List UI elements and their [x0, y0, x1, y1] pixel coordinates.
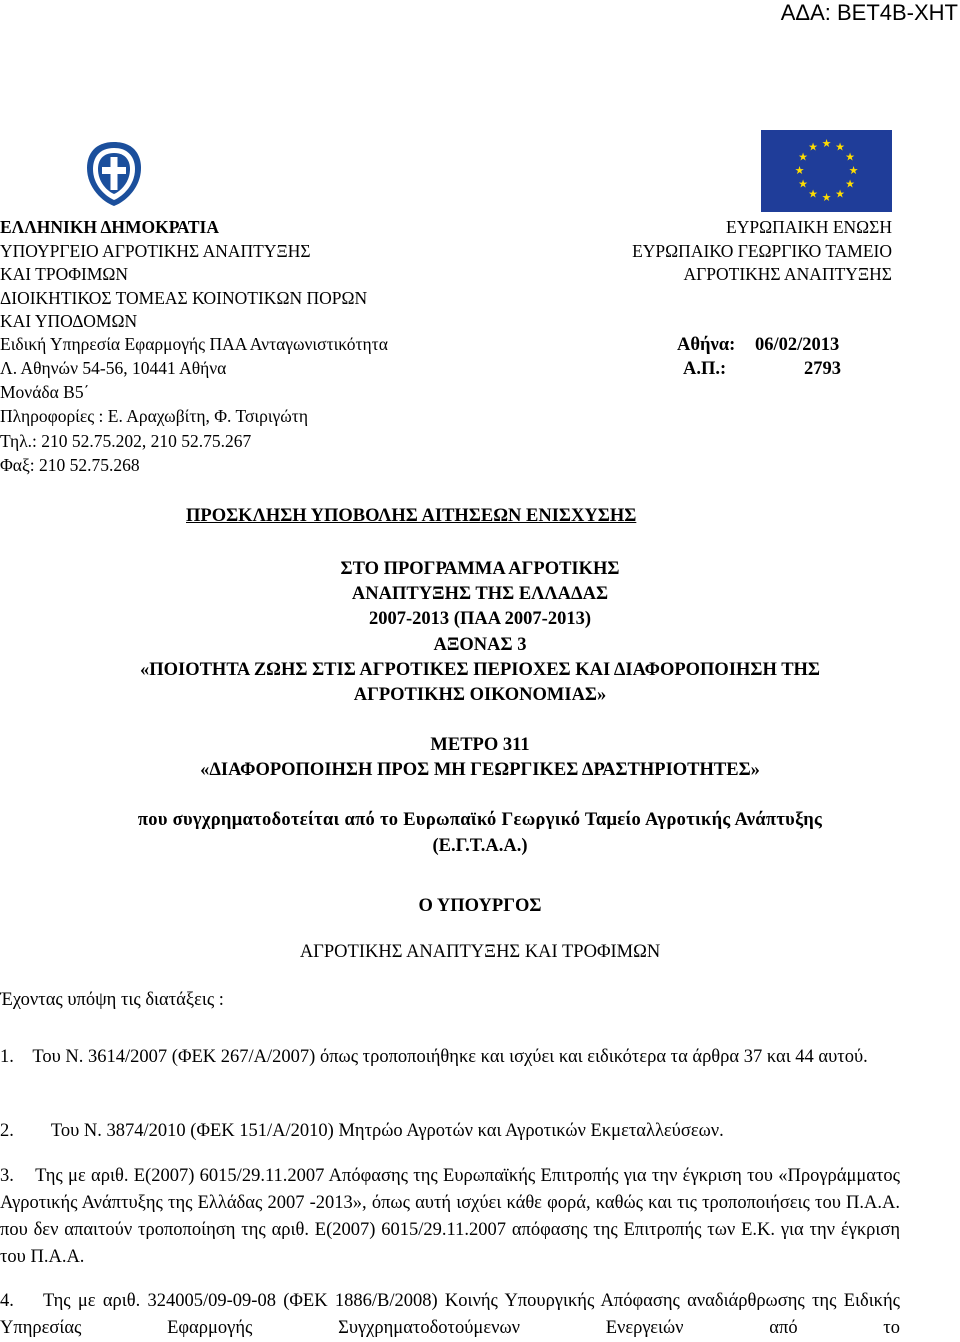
item-text: Της με αριθ. 324005/09-09-08 (ΦΕΚ 1886/Β/2008) Κοινής Υπουργικής Απόφασης αναδιάρθρωσης της Ειδικής Υπηρεσίας Εφαρμογής Συγχρηματοδοτούμενων Ενεργειών από το [0, 1291, 900, 1338]
header-ministry: ΥΠΟΥΡΓΕΙΟ ΑΓΡΟΤΙΚΗΣ ΑΝΑΠΤΥΞΗΣ [0, 241, 311, 261]
program-axis: ΑΞΟΝΑΣ 3 [433, 635, 527, 655]
funding-line: που συγχρηματοδοτείται από το Ευρωπαϊκό Γεωργικό Ταμείο Αγροτικής Ανάπτυξης [137, 810, 823, 830]
header-unit: Μονάδα Β5΄ [0, 382, 90, 402]
minister-ministry: ΑΓΡΟΤΙΚΗΣ ΑΝΑΠΤΥΞΗΣ ΚΑΙ ΤΡΟΦΙΜΩΝ [299, 942, 661, 962]
provision-item-4 [0, 1288, 900, 1342]
eu-flag-icon [761, 130, 892, 212]
ref-label: Α.Π.: [683, 359, 727, 379]
item-number: 4. [0, 1291, 14, 1311]
document-title: ΠΡΟΣΚΛΗΣΗ ΥΠΟΒΟΛΗΣ ΑΙΤΗΣΕΩΝ ΕΝΙΣΧΥΣΗΣ [186, 506, 637, 526]
header-eu-fund-cont: ΑΓΡΟΤΙΚΗΣ ΑΝΑΠΤΥΞΗΣ [683, 264, 892, 284]
header-eu-fund: ΕΥΡΩΠΑΙΚΟ ΓΕΩΡΓΙΚΟ ΤΑΜΕΙΟ [632, 241, 892, 261]
header-sector: ΔΙΟΙΚΗΤΙΚΟΣ ΤΟΜΕΑΣ ΚΟΙΝΟΤΙΚΩΝ ΠΟΡΩΝ [0, 288, 368, 308]
header-fax: Φαξ: 210 52.75.268 [0, 455, 140, 475]
svg-text:★: ★ [848, 164, 859, 177]
svg-text:★: ★ [798, 177, 808, 191]
program-line-2: ΑΝΑΠΤΥΞΗΣ ΤΗΣ ΕΛΛΑΔΑΣ [351, 584, 609, 604]
svg-text:★: ★ [835, 187, 845, 201]
header-service: Ειδική Υπηρεσία Εφαρμογής ΠΑΑ Ανταγωνιστικότητα [0, 334, 388, 354]
header-eu: ΕΥΡΩΠΑΙΚΗ ΕΝΩΣΗ [726, 217, 892, 237]
item-text: Του Ν. 3874/2010 (ΦΕΚ 151/Α/2010) Μητρώο Αγροτών και Αγροτικών Εκμεταλλεύσεων. [50, 1121, 724, 1141]
item-number: 1. [0, 1047, 14, 1067]
program-axis-title: «ΠΟΙΟΤΗΤΑ ΖΩΗΣ ΣΤΙΣ ΑΓΡΟΤΙΚΕΣ ΠΕΡΙΟΧΕΣ ΚΑΙ ΔΙΑΦΟΡΟΠΟΙΗΣΗ ΤΗΣ [139, 660, 821, 680]
svg-text:★: ★ [808, 140, 818, 154]
header-address: Λ. Αθηνών 54-56, 10441 Αθήνα [0, 358, 227, 378]
funding-acronym: (Ε.Γ.Τ.Α.Α.) [432, 836, 528, 856]
header-phone: Τηλ.: 210 52.75.202, 210 52.75.267 [0, 431, 252, 451]
header-ministry-cont: ΚΑΙ ΤΡΟΦΙΜΩΝ [0, 264, 129, 284]
considering-heading: Έχοντας υπόψη τις διατάξεις : [0, 990, 224, 1010]
svg-text:★: ★ [835, 140, 845, 154]
program-line-1: ΣΤΟ ΠΡΟΓΡΑΜΜΑ ΑΓΡΟΤΙΚΗΣ [340, 559, 620, 579]
ada-code: ΑΔΑ: ΒΕΤ4Β-ΧΗΤ [780, 0, 958, 25]
program-axis-title-cont: ΑΓΡΟΤΙΚΗΣ ΟΙΚΟΝΟΜΙΑΣ» [353, 685, 607, 705]
item-number: 2. [0, 1121, 14, 1141]
date-label: Αθήνα: [677, 335, 736, 355]
svg-text:★: ★ [821, 191, 832, 204]
program-line-3: 2007-2013 (ΠΑΑ 2007-2013) [369, 609, 591, 629]
svg-text:★: ★ [845, 177, 855, 191]
svg-text:★: ★ [845, 150, 855, 164]
svg-text:★: ★ [821, 137, 832, 150]
header-info: Πληροφορίες : Ε. Αραχωβίτη, Φ. Τσιριγώτη [0, 406, 308, 426]
ref-value: 2793 [804, 359, 841, 379]
greek-emblem-icon [83, 140, 145, 208]
minister-title: Ο ΥΠΟΥΡΓΟΣ [418, 896, 542, 916]
header-sector-cont: ΚΑΙ ΥΠΟΔΟΜΩΝ [0, 311, 138, 331]
svg-text:★: ★ [798, 150, 808, 164]
svg-text:★: ★ [794, 164, 805, 177]
measure-title: «ΔΙΑΦΟΡΟΠΟΙΗΣΗ ΠΡΟΣ ΜΗ ΓΕΩΡΓΙΚΕΣ ΔΡΑΣΤΗΡΙΟΤΗΤΕΣ» [200, 760, 760, 780]
provision-item-2 [0, 1118, 900, 1145]
item-text: Του Ν. 3614/2007 (ΦΕΚ 267/Α/2007) όπως τροποποιήθηκε και ισχύει και ειδικότερα τα άρθρα 37 και 44 αυτού. [32, 1047, 868, 1067]
provision-item-3 [0, 1163, 900, 1271]
svg-text:★: ★ [808, 187, 818, 201]
item-text: Της με αριθ. Ε(2007) 6015/29.11.2007 Απόφασης της Ευρωπαϊκής Επιτροπής για την έγκριση του «Προγράμματος Αγροτικής Ανάπτυξης της Ελλάδας 2007 -2013», όπως αυτή ισχύει κάθε φορά, καθώς και τις τροποποιήσεις του Π.Α.Α. που δεν απαιτούν τροποποίηση της αριθ. Ε(2007) 6015/29.11.2007 απόφασης της Επιτροπής των Ε.Κ. για την έγκριση του Π.Α.Α. [0, 1166, 900, 1267]
item-number: 3. [0, 1166, 14, 1186]
measure-number: ΜΕΤΡΟ 311 [430, 735, 530, 755]
provision-item-1 [0, 1044, 900, 1071]
date-value: 06/02/2013 [755, 335, 840, 355]
header-country: ΕΛΛΗΝΙΚΗ ΔΗΜΟΚΡΑΤΙΑ [0, 217, 219, 237]
